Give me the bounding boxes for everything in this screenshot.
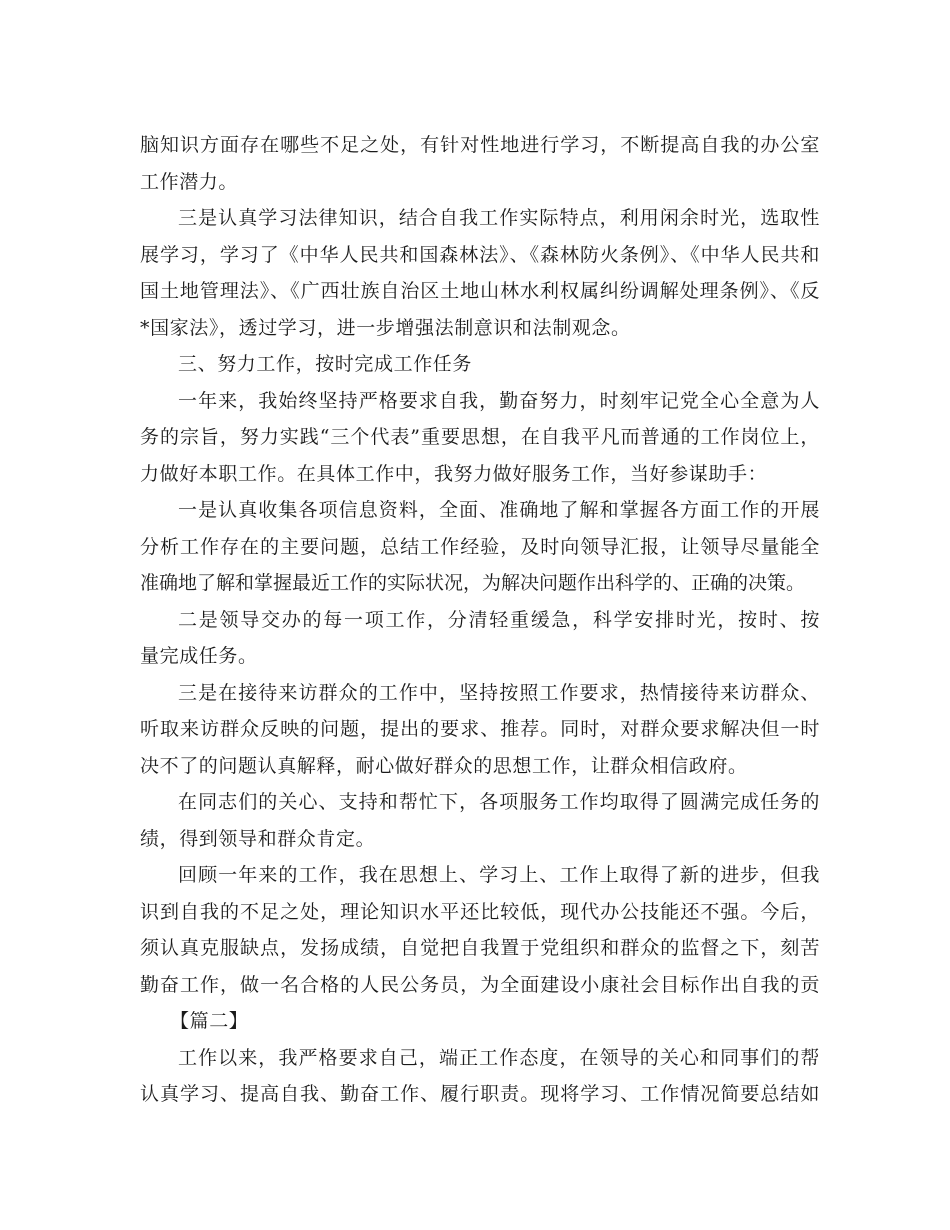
text-line: 三、努力工作，按时完成工作任务	[178, 353, 473, 375]
text-line: 一年来，我始终坚持严格要求自我，勤奋努力，时刻牢记党全心全意为人	[178, 389, 820, 412]
text-line: 绩，得到领导和群众肯定。	[140, 827, 376, 850]
text-line: *国家法》，透过学习，进一步增强法制意识和法制观念。	[140, 316, 631, 339]
text-line: 脑知识方面存在哪些不足之处，有针对性地进行学习，不断提高自我的办公室	[140, 134, 820, 156]
text-line: 二是领导交办的每一项工作，分清轻重缓急，科学安排时光，按时、按	[178, 608, 820, 631]
section-heading: 【篇二】	[170, 1010, 249, 1032]
text-line: 认真学习、提高自我、勤奋工作、履行职责。现将学习、工作情况简要总结如	[140, 1083, 820, 1105]
text-line: 决不了的问题认真解释，耐心做好群众的思想工作，让群众相信政府。	[140, 754, 748, 777]
text-line: 国土地管理法》、《广西壮族自治区土地山林水利权属纠纷调解处理条例》、《反	[140, 280, 820, 302]
text-line: 力做好本职工作。在具体工作中，我努力做好服务工作，当好参谋助手：	[140, 462, 768, 485]
document-body	[140, 127, 820, 1113]
text-line: 分析工作存在的主要问题，总结工作经验，及时向领导汇报，让领导尽量能全	[140, 535, 820, 558]
text-line: 回顾一年来的工作，我在思想上、学习上、工作上取得了新的进步，但我	[178, 864, 820, 886]
text-line: 听取来访群众反映的问题，提出的要求、推荐。同时，对群众要求解决但一时	[140, 718, 820, 740]
text-line: 准确地了解和掌握最近工作的实际状况，为解决问题作出科学的、正确的决策。	[140, 572, 806, 594]
text-line: 量完成任务。	[140, 645, 258, 667]
text-line: 工作以来，我严格要求自己，端正工作态度，在领导的关心和同事们的帮	[178, 1046, 820, 1069]
text-line: 展学习，学习了《中华人民共和国森林法》、《森林防火条例》、《中华人民共和	[140, 243, 820, 266]
text-line: 须认真克服缺点，发扬成绩，自觉把自我置于党组织和群众的监督之下，刻苦	[140, 937, 820, 959]
text-line: 在同志们的关心、支持和帮忙下，各项服务工作均取得了圆满完成任务的	[178, 791, 820, 813]
text-line: 勤奋工作，做一名合格的人民公务员，为全面建设小康社会目标作出自我的贡	[140, 973, 820, 996]
text-line: 识到自我的不足之处，理论知识水平还比较低，现代办公技能还不强。今后，	[140, 900, 820, 923]
text-line: 一是认真收集各项信息资料，全面、准确地了解和掌握各方面工作的开展	[178, 499, 820, 521]
text-line: 务的宗旨，努力实践“三个代表”重要思想，在自我平凡而普通的工作岗位上，	[140, 426, 820, 448]
text-line: 工作潜力。	[140, 170, 239, 193]
text-line: 三是在接待来访群众的工作中，坚持按照工作要求，热情接待来访群众、	[178, 681, 820, 704]
text-line: 三是认真学习法律知识，结合自我工作实际特点，利用闲余时光，选取性	[178, 207, 820, 229]
